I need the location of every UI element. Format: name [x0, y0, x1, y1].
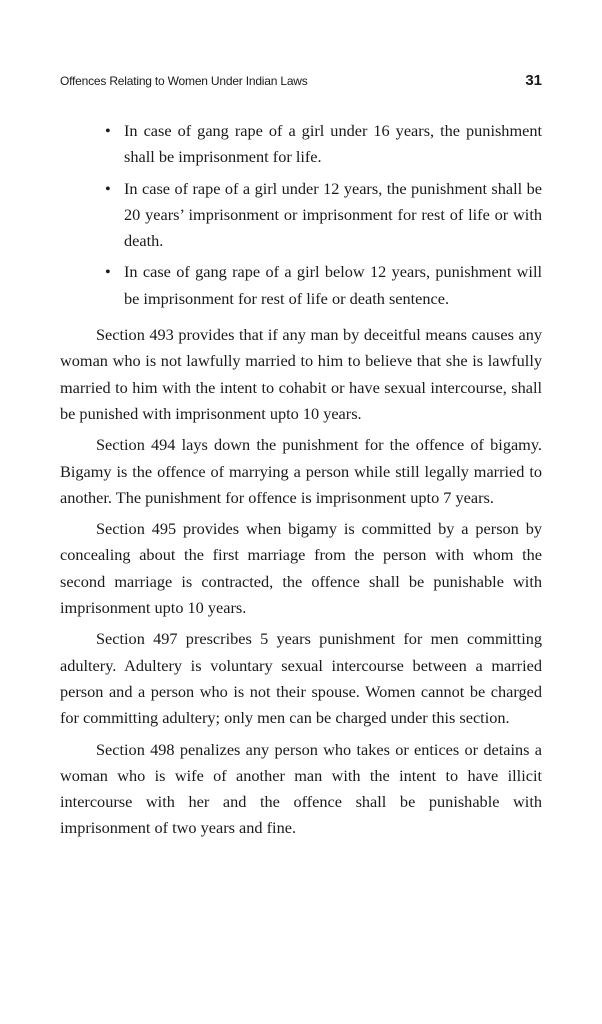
bullet-text: In case of rape of a girl under 12 years, the punishment shall be 20 years’ imprisonment or imprisonment for rest of life or with death. [124, 178, 542, 251]
bullet-icon: • [105, 178, 111, 198]
paragraph-section-497: Section 497 prescribes 5 years punishment for men committing adultery. Adultery is voluntary sexual intercourse between a married person and a person who is not their spouse. Women cannot be charged for committing adultery; only men can be charged under this section. [60, 629, 542, 728]
bullet-text: In case of gang rape of a girl below 12 years, punishment will be imprisonment for rest of life or death sentence. [124, 262, 542, 308]
page-number: 31 [525, 72, 542, 89]
bullet-item [105, 118, 542, 171]
page-header [60, 72, 542, 94]
bullet-icon: • [105, 121, 111, 140]
paragraph-section-498: Section 498 penalizes any person who takes or entices or detains a woman who is wife of another man with the intent to have illicit intercourse with her and the offence shall be punishable with imprisonment of two years and fine. [60, 739, 542, 838]
bullet-text: In case of gang rape of a girl under 16 years, the punishment shall be imprisonment for life. [124, 121, 542, 167]
bullet-icon: • [105, 262, 111, 282]
paragraph-section-493: Section 493 provides that if any man by deceitful means causes any woman who is not lawfully married to him to believe that she is lawfully married to him with the intent to cohabit or have sexual intercourse, shall be punished with imprisonment upto 10 years. [60, 325, 542, 423]
bullet-item [105, 259, 542, 312]
paragraph-section-495: Section 495 provides when bigamy is committed by a person by concealing about the first marriage from the person with whom the second marriage is contracted, the offence shall be punishable with imprisonment upto 10 years. [60, 519, 542, 618]
paragraph-section-494: Section 494 lays down the punishment for the offence of bigamy. Bigamy is the offence of marrying a person while still legally married to another. The punishment for offence is imprisonment upto 7 years. [60, 435, 542, 507]
bullet-list [60, 118, 542, 312]
body-text [60, 118, 542, 847]
running-head: Offences Relating to Women Under Indian Laws [60, 74, 308, 88]
bullet-item [105, 176, 542, 255]
